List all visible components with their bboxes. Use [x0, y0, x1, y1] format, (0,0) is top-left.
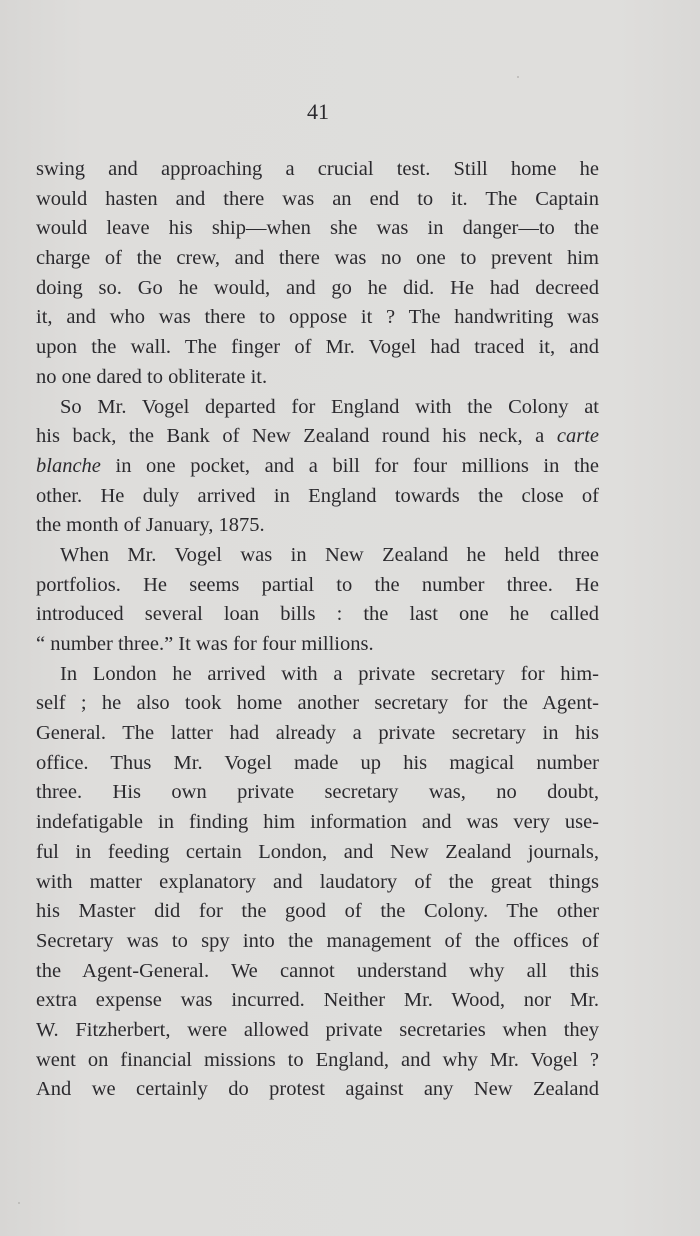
text-line: ful in feeding certain London, and New Zealand journals,	[36, 840, 599, 863]
text-line: introduced several loan bills : the last one he called	[36, 603, 599, 626]
text-line: his Master did for the good of the Colony. The other	[36, 900, 599, 923]
text-line: And we certainly do protest against any New Zealand	[36, 1078, 599, 1101]
text-line: charge of the crew, and there was no one to prevent him	[36, 247, 599, 270]
text-line: portfolios. He seems partial to the number three. He	[36, 573, 599, 596]
text-line: doing so. Go he would, and go he did. He had decreed	[36, 276, 599, 299]
text-line: swing and approaching a crucial test. Still home he	[36, 158, 599, 180]
body-text	[36, 155, 599, 1105]
text-line: would hasten and there was an end to it. The Captain	[36, 187, 599, 210]
italic-text: blanche	[36, 454, 101, 477]
paragraph-end-line: “ number three.” It was for four millions.	[36, 633, 374, 655]
paragraph-start-line: So Mr. Vogel departed for England with the Colony at	[60, 395, 599, 418]
paper-speck	[517, 76, 519, 78]
text-line: self ; he also took home another secretary for the Agent-	[36, 692, 599, 715]
text-line: went on financial missions to England, and why Mr. Vogel ?	[36, 1048, 599, 1071]
text-line: Secretary was to spy into the management of the offices of	[36, 929, 599, 952]
text-line: W. Fitzherbert, were allowed private secretaries when they	[36, 1018, 599, 1041]
text-line	[36, 452, 599, 482]
paragraph-end-line: the month of January, 1875.	[36, 514, 265, 537]
page-number: 41	[307, 99, 329, 124]
paragraph-start-line: When Mr. Vogel was in New Zealand he held three	[60, 543, 599, 566]
paragraph-start-line: In London he arrived with a private secretary for him-	[60, 662, 599, 685]
text-line: General. The latter had already a private secretary in his	[36, 722, 599, 745]
text-line: with matter explanatory and laudatory of the great things	[36, 870, 599, 893]
text-line: it, and who was there to oppose it ? The handwriting was	[36, 306, 599, 329]
text-line: upon the wall. The finger of Mr. Vogel had traced it, and	[36, 336, 599, 359]
text-line: office. Thus Mr. Vogel made up his magical number	[36, 751, 599, 774]
italic-text: carte	[556, 425, 599, 448]
text-line: other. He duly arrived in England towards the close of	[36, 484, 599, 507]
text-segment: in one pocket, and a bill for four millions in the	[100, 454, 599, 477]
text-line: would leave his ship—when she was in danger—to the	[36, 217, 599, 240]
text-line: extra expense was incurred. Neither Mr. Wood, nor Mr.	[36, 989, 599, 1012]
text-segment: his back, the Bank of New Zealand round his neck, a	[36, 425, 557, 448]
text-line: the Agent-General. We cannot understand why all this	[36, 959, 599, 982]
text-line: three. His own private secretary was, no doubt,	[36, 781, 599, 804]
text-line: indefatigable in finding him information and was very use-	[36, 811, 599, 834]
paragraph-end-line: no one dared to obliterate it.	[36, 365, 268, 388]
text-line	[36, 422, 599, 452]
paper-speck	[18, 1202, 20, 1204]
